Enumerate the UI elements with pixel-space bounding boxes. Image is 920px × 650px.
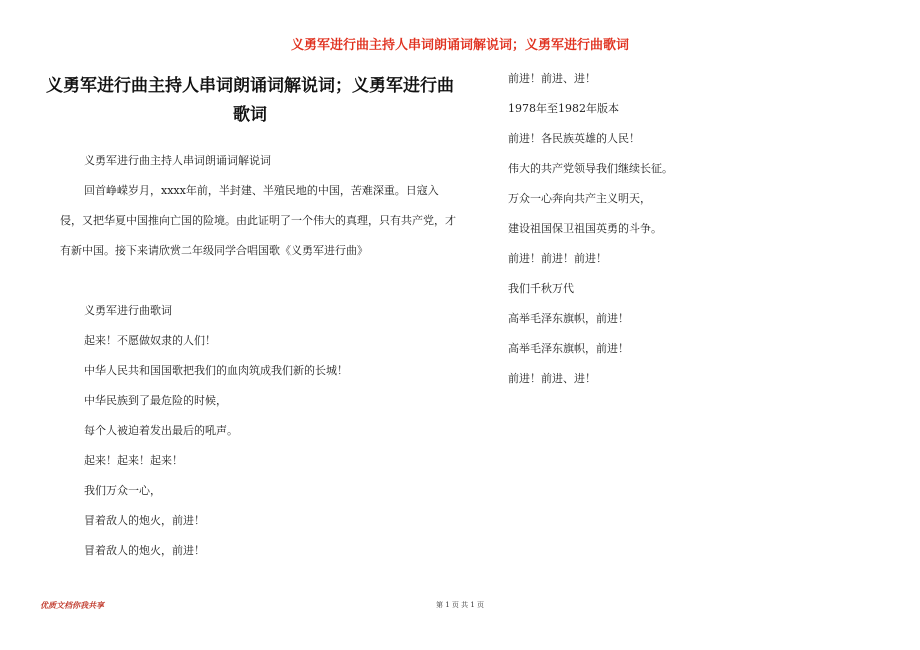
lyric-line: 起来！起来！起来！ [84,454,183,467]
lyric-line: 中华人民共和国国歌把我们的血肉筑成我们新的长城！ [84,364,348,377]
lyric-line: 前进！前进、进！ [508,372,596,385]
intro-paragraph: 回首峥嵘岁月，xxxx年前，半封建、半殖民地的中国，苦难深重。日寇入侵，又把华夏中国推向亡国的险境。由此证明了一个伟大的真理，只有共产党，才有新中国。接下来请欣赏二年级同学合唱国歌《义勇军进行曲》 [60,184,456,257]
page-header-title: 义勇军进行曲主持人串词朗诵词解说词；义勇军进行曲歌词 [290,38,629,53]
lyric-line: 冒着敌人的炮火，前进！ [84,544,205,557]
document-title [40,72,460,130]
lyric-line: 高举毛泽东旗帜，前进！ [508,312,629,325]
lyric-line: 我们千秋万代 [508,282,574,295]
lyric-line: 我们万众一心， [84,484,161,497]
lyrics-title: 义勇军进行曲歌词 [84,304,172,317]
section-subtitle: 义勇军进行曲主持人串词朗诵词解说词 [84,154,271,167]
lyric-line: 冒着敌人的炮火，前进！ [84,514,205,527]
lyric-line: 每个人被迫着发出最后的吼声。 [84,424,238,437]
lyric-line: 前进！各民族英雄的人民！ [508,132,640,145]
right-column [508,64,878,394]
lyric-line: 万众一心奔向共产主义明天， [508,192,651,205]
left-column [60,146,460,566]
page-number: 第 1 页 共 1 页 [435,601,485,609]
document-title-line-1: 义勇军进行曲主持人串词朗诵词解说词；义勇军进行曲 [46,76,454,96]
lyric-line: 高举毛泽东旗帜，前进！ [508,342,629,355]
lyric-line: 建设祖国保卫祖国英勇的斗争。 [508,222,662,235]
version-note: 1978年至1982年版本 [508,102,619,115]
footer-slogan: 优质文档你我共享 [40,600,104,610]
lyric-line: 前进！前进、进！ [508,72,596,85]
document-title-line-2: 歌词 [233,105,267,125]
lyric-line: 伟大的共产党领导我们继续长征。 [508,162,673,175]
lyric-line: 起来！不愿做奴隶的人们！ [84,334,216,347]
lyric-line: 前进！前进！前进！ [508,252,607,265]
lyric-line: 中华民族到了最危险的时候， [84,394,227,407]
spacer [60,266,460,296]
